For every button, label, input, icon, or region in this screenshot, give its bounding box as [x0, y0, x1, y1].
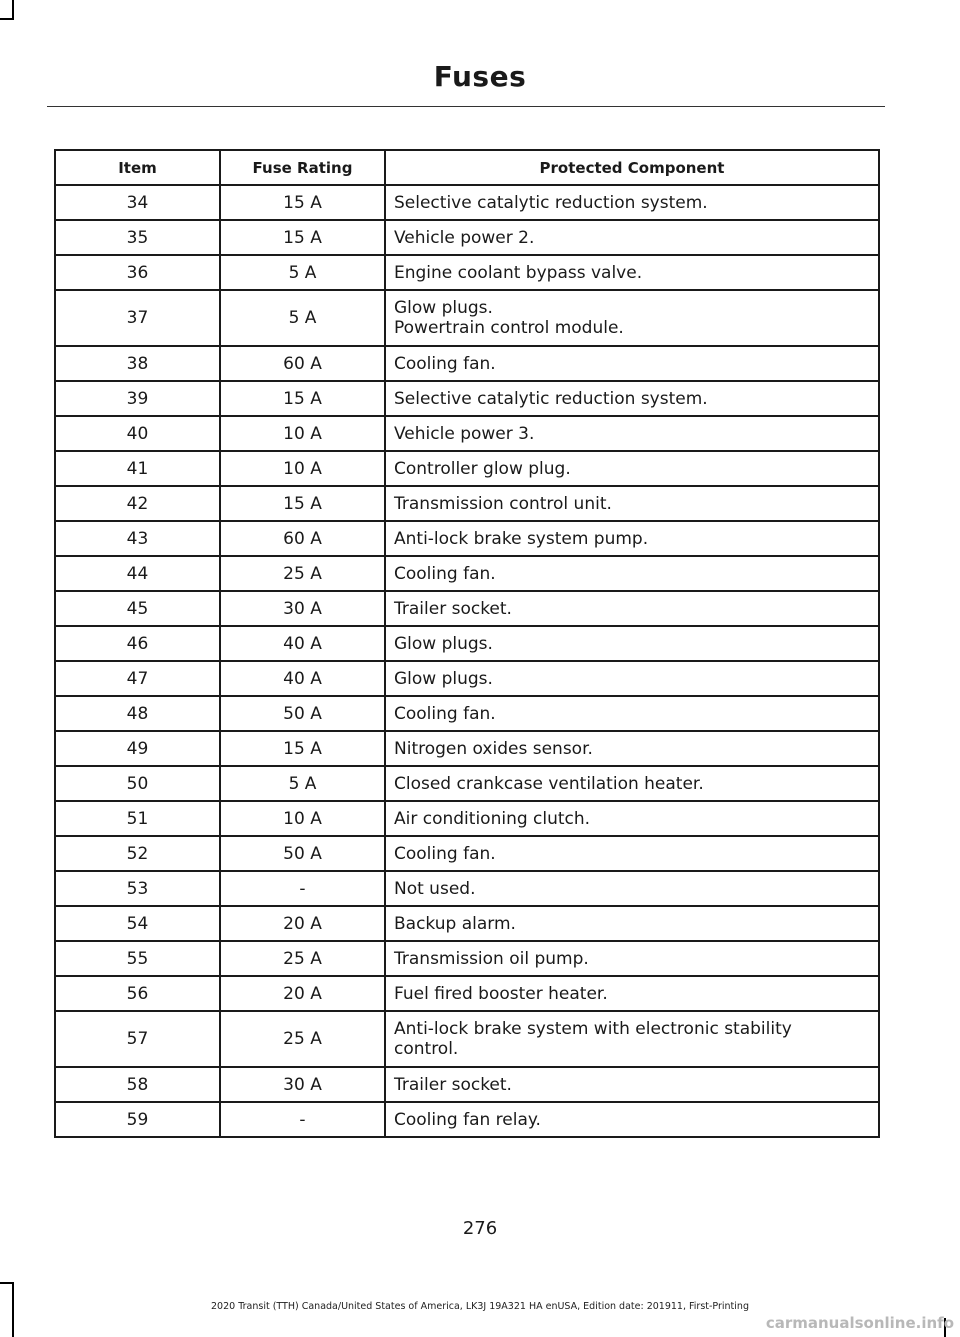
cell-fuse-rating: 30 A — [220, 591, 385, 626]
cell-fuse-rating: 20 A — [220, 976, 385, 1011]
cell-item: 50 — [55, 766, 220, 801]
cell-item: 42 — [55, 486, 220, 521]
component-line: Selective catalytic reduction system. — [394, 192, 708, 213]
component-line: Cooling fan. — [394, 563, 496, 584]
table-row — [55, 941, 879, 976]
component-line: Engine coolant bypass valve. — [394, 262, 643, 283]
cell-fuse-rating: 20 A — [220, 906, 385, 941]
cell-item: 52 — [55, 836, 220, 871]
cell-protected-component — [385, 255, 879, 290]
cell-item: 58 — [55, 1067, 220, 1102]
cell-fuse-rating: 10 A — [220, 416, 385, 451]
cell-fuse-rating: 10 A — [220, 801, 385, 836]
component-line: Vehicle power 2. — [394, 227, 535, 248]
cell-fuse-rating: 5 A — [220, 255, 385, 290]
component-line: Cooling fan. — [394, 843, 496, 864]
cell-fuse-rating: 40 A — [220, 661, 385, 696]
table-row — [55, 521, 879, 556]
cell-fuse-rating: 15 A — [220, 381, 385, 416]
cell-fuse-rating: 5 A — [220, 766, 385, 801]
table-row — [55, 290, 879, 346]
column-header-item: Item — [55, 150, 220, 185]
cell-protected-component — [385, 626, 879, 661]
table-row — [55, 185, 879, 220]
component-line: Transmission control unit. — [394, 493, 612, 514]
cell-fuse-rating: 15 A — [220, 220, 385, 255]
cell-fuse-rating: 15 A — [220, 486, 385, 521]
component-line: Closed crankcase ventilation heater. — [394, 773, 704, 794]
table-row — [55, 626, 879, 661]
component-line: Powertrain control module. — [394, 318, 624, 338]
component-line: Anti-lock brake system pump. — [394, 528, 649, 549]
table-row — [55, 255, 879, 290]
cell-protected-component — [385, 416, 879, 451]
component-line: Anti-lock brake system with electronic stability — [394, 1019, 792, 1039]
cell-fuse-rating: 30 A — [220, 1067, 385, 1102]
component-line: control. — [394, 1039, 459, 1059]
cell-item: 47 — [55, 661, 220, 696]
cell-item: 43 — [55, 521, 220, 556]
column-header-protected-component: Protected Component — [385, 150, 879, 185]
cell-fuse-rating: 25 A — [220, 1011, 385, 1067]
component-line: Selective catalytic reduction system. — [394, 388, 708, 409]
table-row — [55, 1102, 879, 1137]
cell-item: 57 — [55, 1011, 220, 1067]
cell-item: 39 — [55, 381, 220, 416]
cell-fuse-rating: - — [220, 1102, 385, 1137]
cell-item: 49 — [55, 731, 220, 766]
table-row — [55, 220, 879, 255]
cell-item: 46 — [55, 626, 220, 661]
cell-protected-component — [385, 696, 879, 731]
page-title: Fuses — [433, 60, 527, 93]
cell-item: 45 — [55, 591, 220, 626]
cell-protected-component — [385, 661, 879, 696]
column-header-fuse-rating: Fuse Rating — [220, 150, 385, 185]
cell-fuse-rating: 25 A — [220, 941, 385, 976]
component-line: Glow plugs. — [394, 633, 493, 654]
table-header-row — [55, 150, 879, 185]
table-row — [55, 346, 879, 381]
cell-fuse-rating: 15 A — [220, 185, 385, 220]
cell-item: 38 — [55, 346, 220, 381]
cell-protected-component — [385, 591, 879, 626]
cell-item: 53 — [55, 871, 220, 906]
cell-protected-component — [385, 290, 879, 346]
cell-protected-component — [385, 381, 879, 416]
cell-protected-component — [385, 220, 879, 255]
component-line: Air conditioning clutch. — [394, 808, 591, 829]
table-body — [55, 185, 879, 1137]
cell-item: 35 — [55, 220, 220, 255]
table-row — [55, 661, 879, 696]
cell-fuse-rating: 60 A — [220, 521, 385, 556]
cell-protected-component — [385, 836, 879, 871]
cell-protected-component — [385, 1011, 879, 1067]
cell-item: 59 — [55, 1102, 220, 1137]
cell-item: 40 — [55, 416, 220, 451]
component-line: Controller glow plug. — [394, 458, 571, 479]
table-row — [55, 486, 879, 521]
cell-protected-component — [385, 486, 879, 521]
cell-protected-component — [385, 731, 879, 766]
table-row — [55, 1067, 879, 1102]
cell-protected-component — [385, 556, 879, 591]
cell-item: 55 — [55, 941, 220, 976]
table-row — [55, 381, 879, 416]
cell-protected-component — [385, 185, 879, 220]
table-row — [55, 696, 879, 731]
component-line: Backup alarm. — [394, 913, 516, 934]
component-line: Glow plugs. — [394, 298, 493, 318]
crop-mark — [12, 0, 14, 18]
component-line: Nitrogen oxides sensor. — [394, 738, 593, 759]
cell-item: 41 — [55, 451, 220, 486]
cell-item: 51 — [55, 801, 220, 836]
cell-fuse-rating: 50 A — [220, 836, 385, 871]
cell-fuse-rating: 10 A — [220, 451, 385, 486]
cell-protected-component — [385, 451, 879, 486]
table-row — [55, 801, 879, 836]
cell-protected-component — [385, 1067, 879, 1102]
component-line: Cooling fan. — [394, 703, 496, 724]
table-row — [55, 451, 879, 486]
page-number: 276 — [462, 1218, 498, 1239]
cell-protected-component — [385, 1102, 879, 1137]
cell-item: 56 — [55, 976, 220, 1011]
component-line: Glow plugs. — [394, 668, 493, 689]
table-row — [55, 976, 879, 1011]
cell-protected-component — [385, 871, 879, 906]
table-row — [55, 871, 879, 906]
title-divider — [47, 106, 885, 107]
cell-item: 54 — [55, 906, 220, 941]
table-row — [55, 591, 879, 626]
cell-fuse-rating: 5 A — [220, 290, 385, 346]
cell-fuse-rating: 25 A — [220, 556, 385, 591]
table-row — [55, 731, 879, 766]
cell-protected-component — [385, 941, 879, 976]
cell-protected-component — [385, 801, 879, 836]
edition-footer: 2020 Transit (TTH) Canada/United States of America, LK3J 19A321 HA enUSA, Edition date: 201911, First-Printing — [211, 1301, 749, 1312]
table-row — [55, 556, 879, 591]
cell-item: 34 — [55, 185, 220, 220]
component-line: Trailer socket. — [394, 1074, 512, 1095]
cell-item: 37 — [55, 290, 220, 346]
cell-item: 36 — [55, 255, 220, 290]
fuse-table — [54, 149, 880, 1138]
table-row — [55, 836, 879, 871]
cell-item: 48 — [55, 696, 220, 731]
component-line: Fuel fired booster heater. — [394, 983, 608, 1004]
cell-protected-component — [385, 766, 879, 801]
component-line: Transmission oil pump. — [394, 948, 589, 969]
cell-protected-component — [385, 521, 879, 556]
cell-protected-component — [385, 976, 879, 1011]
cell-fuse-rating: 15 A — [220, 731, 385, 766]
cell-item: 44 — [55, 556, 220, 591]
watermark: carmanualsonline.info — [765, 1314, 954, 1332]
cell-fuse-rating: 50 A — [220, 696, 385, 731]
cell-fuse-rating: - — [220, 871, 385, 906]
cell-fuse-rating: 40 A — [220, 626, 385, 661]
cell-fuse-rating: 60 A — [220, 346, 385, 381]
table-row — [55, 906, 879, 941]
cell-protected-component — [385, 346, 879, 381]
component-line: Vehicle power 3. — [394, 423, 535, 444]
crop-mark — [0, 18, 14, 20]
table-row — [55, 416, 879, 451]
component-line: Not used. — [394, 878, 476, 899]
component-line: Cooling fan. — [394, 353, 496, 374]
table-row — [55, 1011, 879, 1067]
component-line: Cooling fan relay. — [394, 1109, 541, 1130]
crop-mark — [0, 1282, 14, 1284]
component-line: Trailer socket. — [394, 598, 512, 619]
table-row — [55, 766, 879, 801]
cell-protected-component — [385, 906, 879, 941]
